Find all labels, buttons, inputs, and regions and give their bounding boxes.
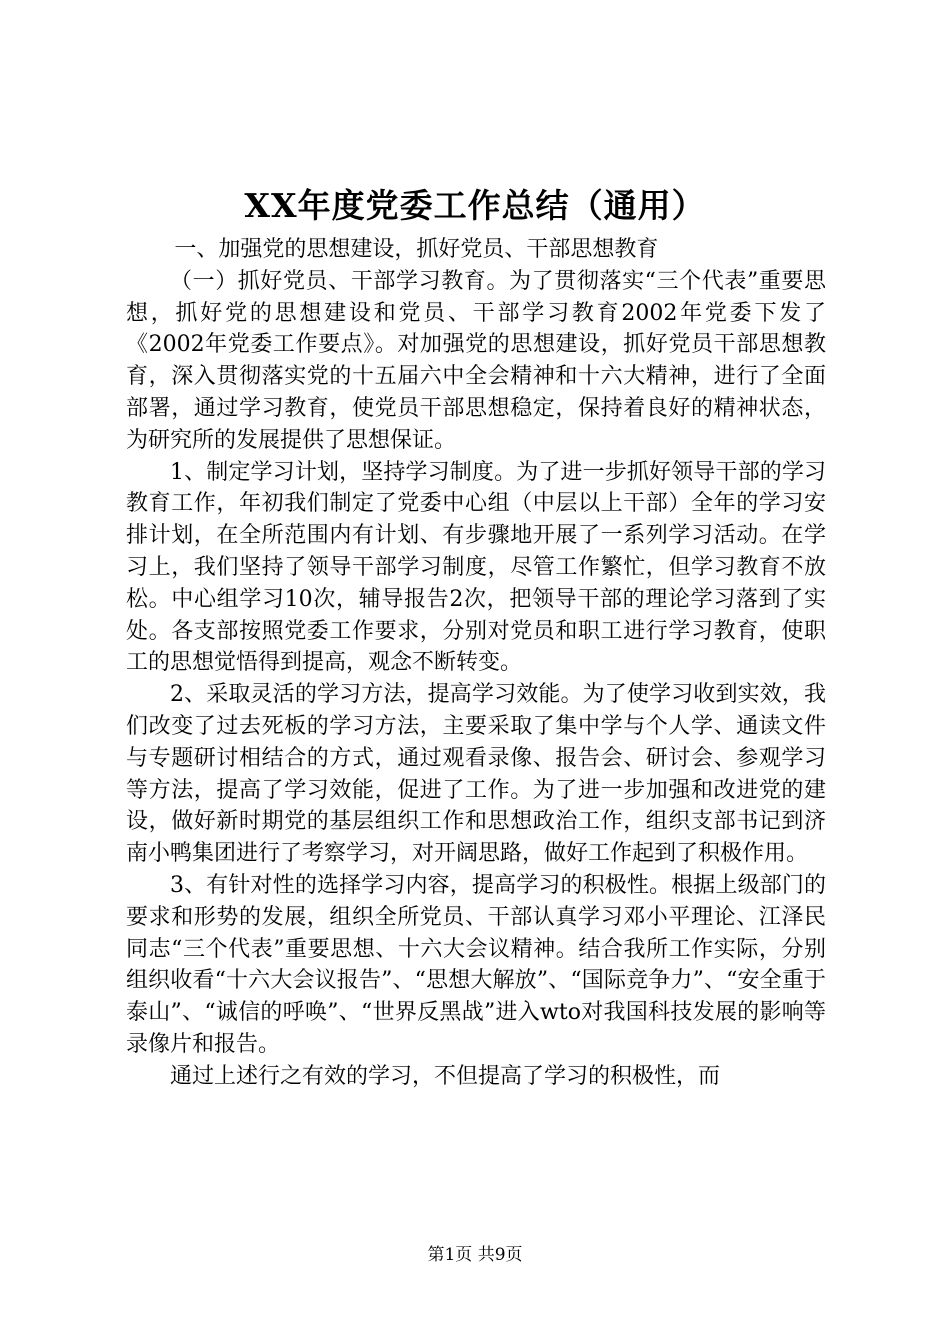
document-body [126, 234, 826, 1093]
paragraph: 3、有针对性的选择学习内容，提高学习的积极性。根据上级部门的要求和形势的发展，组织全所党员、干部认真学习邓小平理论、江泽民同志“三个代表”重要思想、十六大会议精神。结合我所工作实际，分别组织收看“十六大会议报告”、“思想大解放”、“国际竞争力”、“安全重于泰山”、“诚信的呼唤”、“世界反黑战”进入wto对我国科技发展的影响等录像片和报告。 [126, 872, 826, 1057]
page-footer: 第1页 共9页 [427, 1245, 523, 1265]
paragraph: （一）抓好党员、干部学习教育。为了贯彻落实“三个代表”重要思想，抓好党的思想建设和党员、干部学习教育2002年党委下发了《2002年党委工作要点》。对加强党的思想建设，抓好党员干部思想教育，深入贯彻落实党的十五届六中全会精神和十六大精神，进行了全面部署，通过学习教育，使党员干部思想稳定，保持着良好的精神状态，为研究所的发展提供了思想保证。 [126, 268, 826, 453]
section-heading: 一、加强党的思想建设，抓好党员、干部思想教育 [174, 237, 659, 262]
document-title: XX年度党委工作总结（通用） [244, 186, 706, 225]
paragraph: 1、制定学习计划，坚持学习制度。为了进一步抓好领导干部的学习教育工作，年初我们制定了党委中心组（中层以上干部）全年的学习安排计划，在全所范围内有计划、有步骤地开展了一系列学习活动。在学习上，我们坚持了领导干部学习制度，尽管工作繁忙，但学习教育不放松。中心组学习10次，辅导报告2次，把领导干部的理论学习落到了实处。各支部按照党委工作要求，分别对党员和职工进行学习教育，使职工的思想觉悟得到提高，观念不断转变。 [126, 459, 826, 676]
paragraph: 通过上述行之有效的学习，不但提高了学习的积极性，而 [170, 1063, 721, 1089]
paragraph: 2、采取灵活的学习方法，提高学习效能。为了使学习收到实效，我们改变了过去死板的学习方法，主要采取了集中学与个人学、通读文件与专题研讨相结合的方式，通过观看录像、报告会、研讨会、参观学习等方法，提高了学习效能，促进了工作。为了进一步加强和改进党的建设，做好新时期党的基层组织工作和思想政治工作，组织支部书记到济南小鸭集团进行了考察学习，对开阔思路，做好工作起到了积极作用。 [126, 682, 826, 867]
